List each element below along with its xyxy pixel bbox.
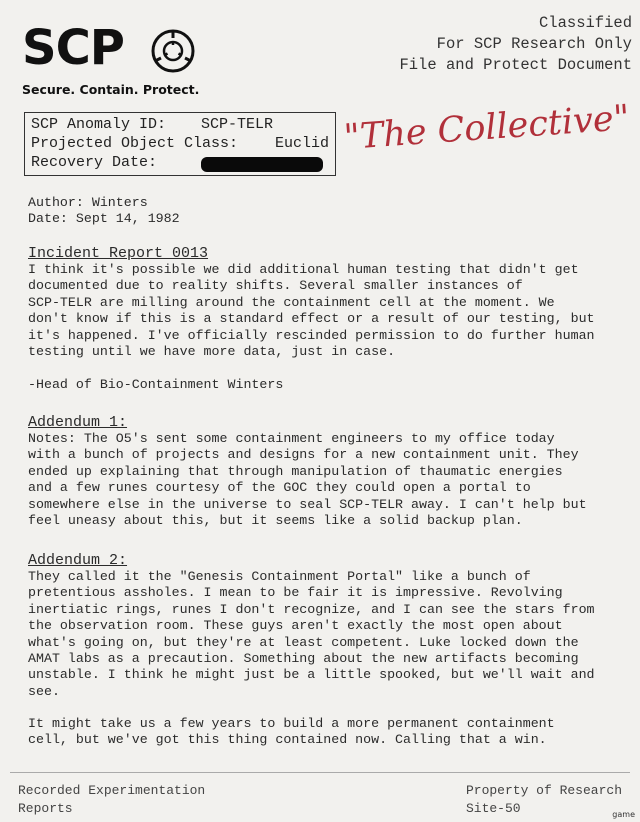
logo-text: SCP — [22, 20, 124, 76]
closing-body — [28, 716, 555, 749]
anomaly-id-box — [24, 112, 336, 176]
text-line: cell, but we've got this thing contained now. Calling that a win. — [28, 732, 547, 748]
anomaly-id-label: SCP Anomaly ID: — [31, 116, 167, 133]
footer-right-line: Property of Research — [465, 783, 622, 798]
footer-right-line: Site-50 — [465, 801, 521, 816]
footer-right — [466, 782, 622, 818]
footer-left — [18, 782, 205, 818]
text-line: testing until we have more data, just in case. — [28, 344, 396, 360]
object-class-value: Euclid — [275, 135, 330, 152]
text-line: feel uneasy about this, but it seems like a solid backup plan. — [28, 513, 523, 529]
date-line: Date: Sept 14, 1982 — [28, 211, 180, 226]
research-only-line: For SCP Research Only — [436, 35, 632, 53]
footer-divider — [10, 772, 630, 773]
text-line: inertiatic rings, runes I don't recognize, and I can see the stars from — [28, 601, 595, 617]
collective-stamp: "The Collective" — [342, 98, 631, 158]
incident-signature: -Head of Bio-Containment Winters — [28, 377, 284, 392]
addendum2-body — [28, 569, 595, 700]
text-line: somewhere else in the universe to seal SCP-TELR away. I can't help but — [28, 496, 587, 512]
text-line: and a few runes courtesy of the GOC they could open a portal to — [28, 480, 531, 496]
text-line: see. — [28, 683, 60, 699]
text-line: it's happened. I've officially rescinded permission to do further human — [28, 327, 595, 343]
text-line: what's going on, but they're at least competent. Luke locked down the — [28, 634, 579, 650]
text-line: the observation room. These guys aren't exactly the most open about — [28, 618, 563, 634]
text-line: They called it the "Genesis Containment Portal" like a bunch of — [28, 569, 531, 584]
addendum1-body — [28, 431, 587, 529]
text-line: It might take us a few years to build a more permanent containment — [28, 716, 555, 731]
text-line: SCP-TELR are milling around the containment cell at the moment. We — [28, 294, 555, 310]
text-line: pretentious assholes. I mean to be fair it is impressive. Revolving — [28, 585, 563, 601]
footer-left-line: Reports — [18, 801, 73, 816]
text-line: ended up explaining that through manipulation of thaumatic energies — [28, 463, 563, 479]
addendum2-heading: Addendum 2: — [28, 552, 128, 569]
text-line: Notes: The O5's sent some containment engineers to my office today — [28, 431, 555, 446]
file-protect-line: File and Protect Document — [399, 56, 632, 74]
anomaly-id-value: SCP-TELR — [201, 116, 274, 133]
logo-tagline: Secure. Contain. Protect. — [22, 82, 200, 97]
footer-left-line: Recorded Experimentation — [18, 783, 206, 798]
scp-emblem-icon — [150, 28, 196, 74]
classification-header — [399, 13, 632, 76]
scp-logo — [22, 22, 202, 102]
text-line: AMAT labs as a precaution. Something about the new artifacts becoming — [28, 651, 579, 667]
redacted-date — [201, 157, 323, 172]
addendum1-heading: Addendum 1: — [28, 414, 128, 431]
object-class-label: Projected Object Class: — [31, 135, 239, 152]
watermark: game — [612, 810, 635, 819]
text-line: with a bunch of projects and designs for a new containment unit. They — [28, 447, 579, 463]
text-line: don't know if this is a standard effect or a result of our testing, but — [28, 311, 595, 327]
incident-body — [28, 262, 595, 360]
text-line: unstable. I think he might just be a little spooked, but we'll wait and — [28, 667, 595, 683]
text-line: documented due to reality shifts. Several smaller instances of — [28, 278, 523, 294]
text-line: I think it's possible we did additional human testing that didn't get — [28, 262, 579, 277]
author-line: Author: Winters — [28, 195, 148, 210]
classified-line: Classified — [538, 14, 632, 32]
recovery-date-label: Recovery Date: — [31, 154, 158, 171]
incident-heading: Incident Report 0013 — [28, 245, 209, 262]
